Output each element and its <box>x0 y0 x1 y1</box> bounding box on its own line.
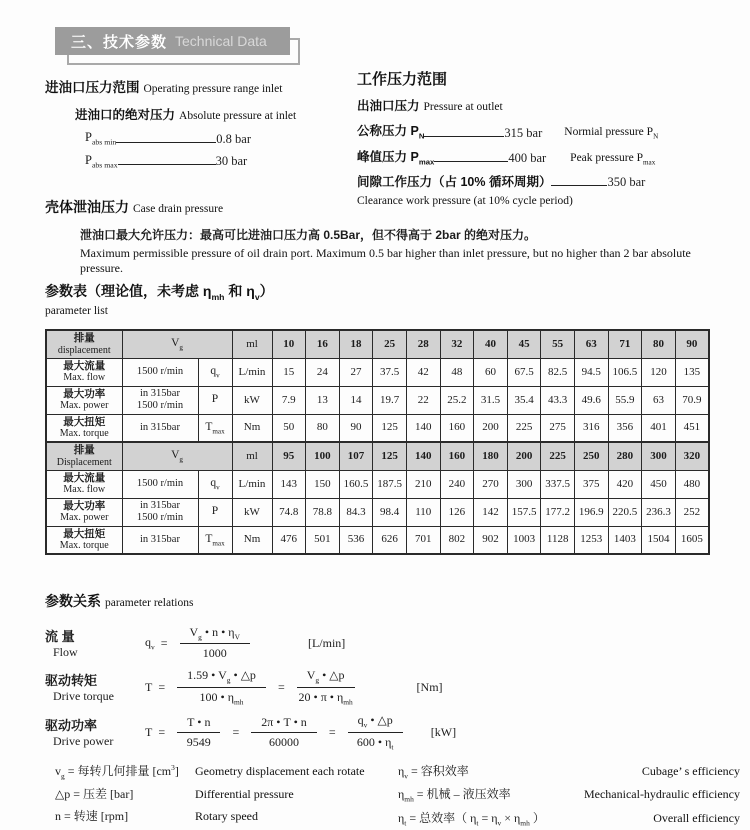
parameter-value-cell: 356 <box>608 414 642 442</box>
parameter-value-cell: 375 <box>574 470 608 498</box>
parameter-value-cell: 60 <box>474 358 508 386</box>
parameter-value-cell: 536 <box>339 526 373 554</box>
relations-heading-cn: 参数关系 <box>45 593 101 609</box>
symbol-cell: $T_{max}$ <box>198 526 232 554</box>
displacement-value-cell: 28 <box>406 330 440 358</box>
parameter-table <box>45 329 710 555</box>
condition-cell: in 315bar <box>122 414 198 442</box>
parameter-value-cell: 13 <box>306 386 340 414</box>
legend-desc: Overall efficiency <box>653 810 740 825</box>
unit-cell: Nm <box>232 526 272 554</box>
legend-term: $v_g$ = 每转几何排量 $[cm^3]$ <box>55 763 179 781</box>
pressure-value: 400 bar <box>508 151 547 165</box>
unit-cell: ml <box>232 442 272 470</box>
parameter-row <box>46 498 709 526</box>
abs-pressure-min-row <box>85 130 345 147</box>
parameter-value-cell: 84.3 <box>339 498 373 526</box>
condition-cell: in 315bar <box>122 526 198 554</box>
parameter-value-cell: 63 <box>642 386 676 414</box>
legend-desc: Differential pressure <box>195 787 294 802</box>
displacement-value-cell: 55 <box>541 330 575 358</box>
parameter-value-cell: 94.5 <box>574 358 608 386</box>
flow-label <box>45 626 145 660</box>
parameter-value-cell: 14 <box>339 386 373 414</box>
legend-term: △p = 压差 [bar] <box>55 787 134 802</box>
inlet-subheading-cn: 进油口的绝对压力 <box>75 108 176 122</box>
displacement-value-cell: 16 <box>306 330 340 358</box>
parameter-value-cell: 1605 <box>675 526 709 554</box>
case-drain-heading-cn: 壳体泄油压力 <box>45 199 129 215</box>
parameter-value-cell: 196.9 <box>574 498 608 526</box>
parameter-value-cell: 220.5 <box>608 498 642 526</box>
parameter-value-cell: 1003 <box>507 526 541 554</box>
numerator: $V_g$ • △p <box>297 668 355 687</box>
unit-cell: kW <box>232 386 272 414</box>
legend-item-etav <box>398 762 740 780</box>
parameter-value-cell: 157.5 <box>507 498 541 526</box>
case-drain-body-cn: 泄油口最大允许压力：最高可比进油口压力高 0.5Bar，但不得高于 2bar 的绝对压力。 <box>80 228 537 242</box>
torque-label <box>45 670 145 704</box>
legend-term: $\eta_t$ = 总效率（ $\eta_t = \eta_v \times \eta_{mh}$ ） <box>398 810 545 828</box>
parameter-value-cell: 31.5 <box>474 386 508 414</box>
fraction <box>297 668 355 706</box>
parameter-value-cell: 275 <box>541 414 575 442</box>
parameter-value-cell: 480 <box>675 470 709 498</box>
displacement-value-cell: 125 <box>373 442 407 470</box>
symbol-cell: $q_v$ <box>198 358 232 386</box>
legend-term: $\eta_{mh}$ = 机械 – 液压效率 <box>398 787 511 804</box>
unit-cell: Nm <box>232 414 272 442</box>
banner-fill-box <box>55 27 290 55</box>
leader-line <box>551 185 607 186</box>
fraction <box>348 713 403 751</box>
displacement-value-cell: 225 <box>541 442 575 470</box>
pressure-note-en: Normial pressure $P_N$ <box>564 126 659 141</box>
working-subheading-en: Pressure at outlet <box>423 101 503 113</box>
legend-term: $\eta_v$ = 容积效率 <box>398 764 469 781</box>
flow-formula-row <box>45 625 725 661</box>
parameter-row <box>46 470 709 498</box>
row-label-cell: 排量 Displacement <box>46 442 122 470</box>
displacement-value-cell: 45 <box>507 330 541 358</box>
leader-line <box>424 136 504 137</box>
numerator: 2π • T • n <box>251 715 317 733</box>
parameter-value-cell: 1128 <box>541 526 575 554</box>
parameter-value-cell: 43.3 <box>541 386 575 414</box>
legend-item-n <box>55 807 385 824</box>
unit-cell: kW <box>232 498 272 526</box>
parameter-value-cell: 50 <box>272 414 306 442</box>
working-subheading <box>357 96 747 115</box>
row-label-cell: 最大流量 Max. flow <box>46 358 122 386</box>
parameter-value-cell: 187.5 <box>373 470 407 498</box>
legend-term: n = 转速 [rpm] <box>55 809 129 824</box>
parameter-value-cell: 82.5 <box>541 358 575 386</box>
parameter-value-cell: 90 <box>339 414 373 442</box>
displacement-value-cell: 100 <box>306 442 340 470</box>
parameter-value-cell: 120 <box>642 358 676 386</box>
parameter-value-cell: 110 <box>406 498 440 526</box>
inlet-heading-cn: 进油口压力范围 <box>45 80 140 95</box>
parameter-table-title-cn: 参数表（理论值，未考虑 $\eta_{mh}$ 和 $\eta_v$） <box>45 283 274 302</box>
displacement-value-cell: 95 <box>272 442 306 470</box>
parameter-value-cell: 337.5 <box>541 470 575 498</box>
parameter-row <box>46 386 709 414</box>
flow-unit: [L/min] <box>307 635 346 650</box>
parameter-value-cell: 78.8 <box>306 498 340 526</box>
banner-title-cn: 三、技术参数 <box>71 33 168 51</box>
power-label-cn: 驱动功率 <box>45 718 98 734</box>
legend-item-etat <box>398 809 740 827</box>
legend-item-vg <box>55 762 385 780</box>
parameter-value-cell: 135 <box>675 358 709 386</box>
parameter-value-cell: 7.9 <box>272 386 306 414</box>
working-subheading-cn: 出油口压力 <box>357 99 420 113</box>
denominator: 100 • $\eta_{mh}$ <box>199 689 244 707</box>
legend-desc: Mechanical-hydraulic efficiency <box>583 787 740 802</box>
parameter-value-cell: 160 <box>440 414 474 442</box>
fraction <box>177 668 266 706</box>
displacement-value-cell: 80 <box>642 330 676 358</box>
parameter-value-cell: 701 <box>406 526 440 554</box>
parameter-value-cell: 451 <box>675 414 709 442</box>
banner-title-en: Technical Data <box>175 33 267 49</box>
equals-sign: = <box>277 679 285 694</box>
legend-desc: Rotary speed <box>195 809 258 824</box>
unit-cell: ml <box>232 330 272 358</box>
displacement-value-cell: 107 <box>339 442 373 470</box>
row-label-cell: 排量 displacement <box>46 330 122 358</box>
inlet-pressure-section <box>45 76 345 169</box>
parameter-value-cell: 401 <box>642 414 676 442</box>
condition-cell: 1500 r/min <box>122 470 198 498</box>
unit-cell: L/min <box>232 358 272 386</box>
pressure-label: 间隙工作压力（占 10% 循环周期） <box>357 175 552 189</box>
leader-line <box>118 164 216 165</box>
clearance-pressure-row <box>357 172 747 190</box>
relations-heading-en: parameter relations <box>105 597 194 609</box>
torque-formula <box>145 668 443 706</box>
torque-label-cn: 驱动转矩 <box>45 673 98 689</box>
numerator: 1.59 • $V_g$ • △p <box>177 668 266 687</box>
numerator: $q_v$ • △p <box>348 713 403 732</box>
displacement-value-cell: 200 <box>507 442 541 470</box>
symbol-cell: $T_{max}$ <box>198 414 232 442</box>
displacement-value-cell: 25 <box>373 330 407 358</box>
equals-sign: = <box>160 635 168 650</box>
power-formula <box>145 713 456 751</box>
row-label-cell: 最大扭矩 Max. torque <box>46 414 122 442</box>
condition-cell: in 315bar 1500 r/min <box>122 498 198 526</box>
equals-sign: = <box>158 724 166 739</box>
denominator: 600 • $\eta_t$ <box>356 734 394 751</box>
working-pressure-section <box>357 68 747 207</box>
pressure-symbol: $P_{abs max}$ <box>85 152 118 169</box>
case-drain-body-en: Maximum permissible pressure of oil drain port. Maximum 0.5 bar higher than inlet pressure, but no higher than 2 bar absolute pressure. <box>80 246 691 275</box>
parameter-value-cell: 37.5 <box>373 358 407 386</box>
legend-left-column <box>55 762 385 829</box>
displacement-value-cell: 18 <box>339 330 373 358</box>
case-drain-heading <box>45 197 725 217</box>
parameter-value-cell: 626 <box>373 526 407 554</box>
parameter-value-cell: 22 <box>406 386 440 414</box>
torque-lhs: T <box>145 679 153 694</box>
parameter-value-cell: 1504 <box>642 526 676 554</box>
parameter-value-cell: 450 <box>642 470 676 498</box>
parameter-table-title-en: parameter list <box>45 304 108 317</box>
parameter-value-cell: 74.8 <box>272 498 306 526</box>
parameter-value-cell: 49.6 <box>574 386 608 414</box>
equals-sign: = <box>328 724 336 739</box>
case-drain-section <box>45 197 725 276</box>
displacement-value-cell: 40 <box>474 330 508 358</box>
parameter-row <box>46 526 709 554</box>
parameter-value-cell: 300 <box>507 470 541 498</box>
pressure-label: 峰值压力 $P_{max}$ <box>357 149 435 166</box>
parameter-value-cell: 236.3 <box>642 498 676 526</box>
denominator: 9549 <box>186 734 211 749</box>
parameter-table-body <box>46 330 709 554</box>
legend-right-column <box>398 762 740 830</box>
flow-lhs: $q_v$ <box>145 635 155 652</box>
symbol-cell: $q_v$ <box>198 470 232 498</box>
parameter-row <box>46 414 709 442</box>
parameter-value-cell: 420 <box>608 470 642 498</box>
fraction <box>251 715 317 750</box>
parameter-value-cell: 160.5 <box>339 470 373 498</box>
row-label-cell: 最大扭矩 Max. torque <box>46 526 122 554</box>
parameter-value-cell: 27 <box>339 358 373 386</box>
displacement-value-cell: 180 <box>474 442 508 470</box>
unit-cell: L/min <box>232 470 272 498</box>
power-label-en: Drive power <box>53 734 114 749</box>
relations-section <box>45 591 725 758</box>
condition-cell: 1500 r/min <box>122 358 198 386</box>
torque-label-en: Drive torque <box>53 689 114 704</box>
flow-label-en: Flow <box>53 645 78 660</box>
parameter-value-cell: 225 <box>507 414 541 442</box>
case-drain-heading-en: Case drain pressure <box>133 203 224 215</box>
parameter-value-cell: 143 <box>272 470 306 498</box>
displacement-header-row <box>46 442 709 470</box>
parameter-value-cell: 126 <box>440 498 474 526</box>
displacement-value-cell: 320 <box>675 442 709 470</box>
pressure-symbol: $P_{abs min}$ <box>85 130 117 147</box>
pressure-note-en: Peak pressure $P_{max}$ <box>570 151 656 166</box>
parameter-value-cell: 150 <box>306 470 340 498</box>
parameter-value-cell: 19.7 <box>373 386 407 414</box>
power-unit: [kW] <box>430 724 457 739</box>
leader-line <box>434 161 508 162</box>
displacement-value-cell: 140 <box>406 442 440 470</box>
displacement-header-row <box>46 330 709 358</box>
pressure-value: 350 bar <box>607 175 646 189</box>
parameter-value-cell: 1403 <box>608 526 642 554</box>
parameter-value-cell: 476 <box>272 526 306 554</box>
displacement-value-cell: 90 <box>675 330 709 358</box>
displacement-value-cell: 160 <box>440 442 474 470</box>
row-label-cell: 最大功率 Max. power <box>46 498 122 526</box>
parameter-value-cell: 252 <box>675 498 709 526</box>
power-formula-row <box>45 713 725 751</box>
parameter-value-cell: 48 <box>440 358 474 386</box>
leader-line <box>116 142 216 143</box>
parameter-value-cell: 140 <box>406 414 440 442</box>
symbol-cell: P <box>198 498 232 526</box>
parameter-value-cell: 24 <box>306 358 340 386</box>
parameter-value-cell: 902 <box>474 526 508 554</box>
row-label-cell: 最大流量 Max. flow <box>46 470 122 498</box>
parameter-value-cell: 240 <box>440 470 474 498</box>
parameter-value-cell: 25.2 <box>440 386 474 414</box>
peak-pressure-row <box>357 147 747 167</box>
parameter-value-cell: 200 <box>474 414 508 442</box>
denominator: 1000 <box>202 646 227 661</box>
parameter-row <box>46 358 709 386</box>
displacement-value-cell: 63 <box>574 330 608 358</box>
parameter-value-cell: 15 <box>272 358 306 386</box>
section-banner <box>55 27 315 69</box>
row-label-cell: 最大功率 Max. power <box>46 386 122 414</box>
working-heading-cn: 工作压力范围 <box>357 71 448 88</box>
symbol-cell: $V_g$ <box>122 442 232 470</box>
fraction <box>177 715 220 750</box>
displacement-value-cell: 280 <box>608 442 642 470</box>
parameter-value-cell: 802 <box>440 526 474 554</box>
relations-heading <box>45 591 725 611</box>
torque-unit: [Nm] <box>416 679 443 694</box>
condition-cell: in 315bar 1500 r/min <box>122 386 198 414</box>
parameter-table-wrap <box>45 329 710 555</box>
flow-formula <box>145 625 345 661</box>
displacement-value-cell: 10 <box>272 330 306 358</box>
torque-formula-row <box>45 668 725 706</box>
inlet-heading-en: Operating pressure range inlet <box>143 83 283 95</box>
parameter-value-cell: 55.9 <box>608 386 642 414</box>
parameter-value-cell: 35.4 <box>507 386 541 414</box>
symbol-cell: $V_g$ <box>122 330 232 358</box>
symbol-cell: P <box>198 386 232 414</box>
inlet-subheading <box>75 105 345 124</box>
pressure-value: 315 bar <box>504 125 543 140</box>
numerator: $V_g$ • n • $\eta_V$ <box>180 625 250 644</box>
flow-label-cn: 流 量 <box>45 629 75 645</box>
parameter-value-cell: 210 <box>406 470 440 498</box>
clearance-footer-en: Clearance work pressure (at 10% cycle period) <box>357 195 573 207</box>
legend-item-dp <box>55 785 385 802</box>
parameter-value-cell: 177.2 <box>541 498 575 526</box>
displacement-value-cell: 71 <box>608 330 642 358</box>
inlet-subheading-en: Absolute pressure at inlet <box>179 110 297 122</box>
parameter-value-cell: 80 <box>306 414 340 442</box>
parameter-value-cell: 70.9 <box>675 386 709 414</box>
abs-pressure-max-row <box>85 153 345 170</box>
displacement-value-cell: 300 <box>642 442 676 470</box>
legend-item-etamh <box>398 785 740 803</box>
parameter-value-cell: 1253 <box>574 526 608 554</box>
nominal-pressure-row <box>357 121 747 141</box>
equals-sign: = <box>158 679 166 694</box>
parameter-value-cell: 125 <box>373 414 407 442</box>
parameter-value-cell: 142 <box>474 498 508 526</box>
pressure-label: 公称压力 $P_N$ <box>357 124 425 141</box>
displacement-value-cell: 250 <box>574 442 608 470</box>
pressure-value: 0.8 bar <box>216 131 251 146</box>
numerator: T • n <box>177 715 220 733</box>
denominator: 60000 <box>269 734 300 749</box>
power-lhs: T <box>145 724 153 739</box>
displacement-value-cell: 32 <box>440 330 474 358</box>
inlet-heading <box>45 76 345 97</box>
equals-sign: = <box>232 724 240 739</box>
parameter-table-title <box>45 281 274 317</box>
parameter-value-cell: 42 <box>406 358 440 386</box>
pressure-value: 30 bar <box>215 154 248 168</box>
legend-desc: Cubage’ s efficiency <box>641 764 740 778</box>
parameter-value-cell: 270 <box>474 470 508 498</box>
parameter-value-cell: 316 <box>574 414 608 442</box>
parameter-value-cell: 106.5 <box>608 358 642 386</box>
parameter-value-cell: 501 <box>306 526 340 554</box>
fraction <box>180 625 250 661</box>
denominator: 20 • π • $\eta_{mh}$ <box>298 689 353 707</box>
parameter-value-cell: 67.5 <box>507 358 541 386</box>
power-label <box>45 715 145 749</box>
legend-desc: Geometry displacement each rotate <box>195 764 365 778</box>
parameter-value-cell: 98.4 <box>373 498 407 526</box>
